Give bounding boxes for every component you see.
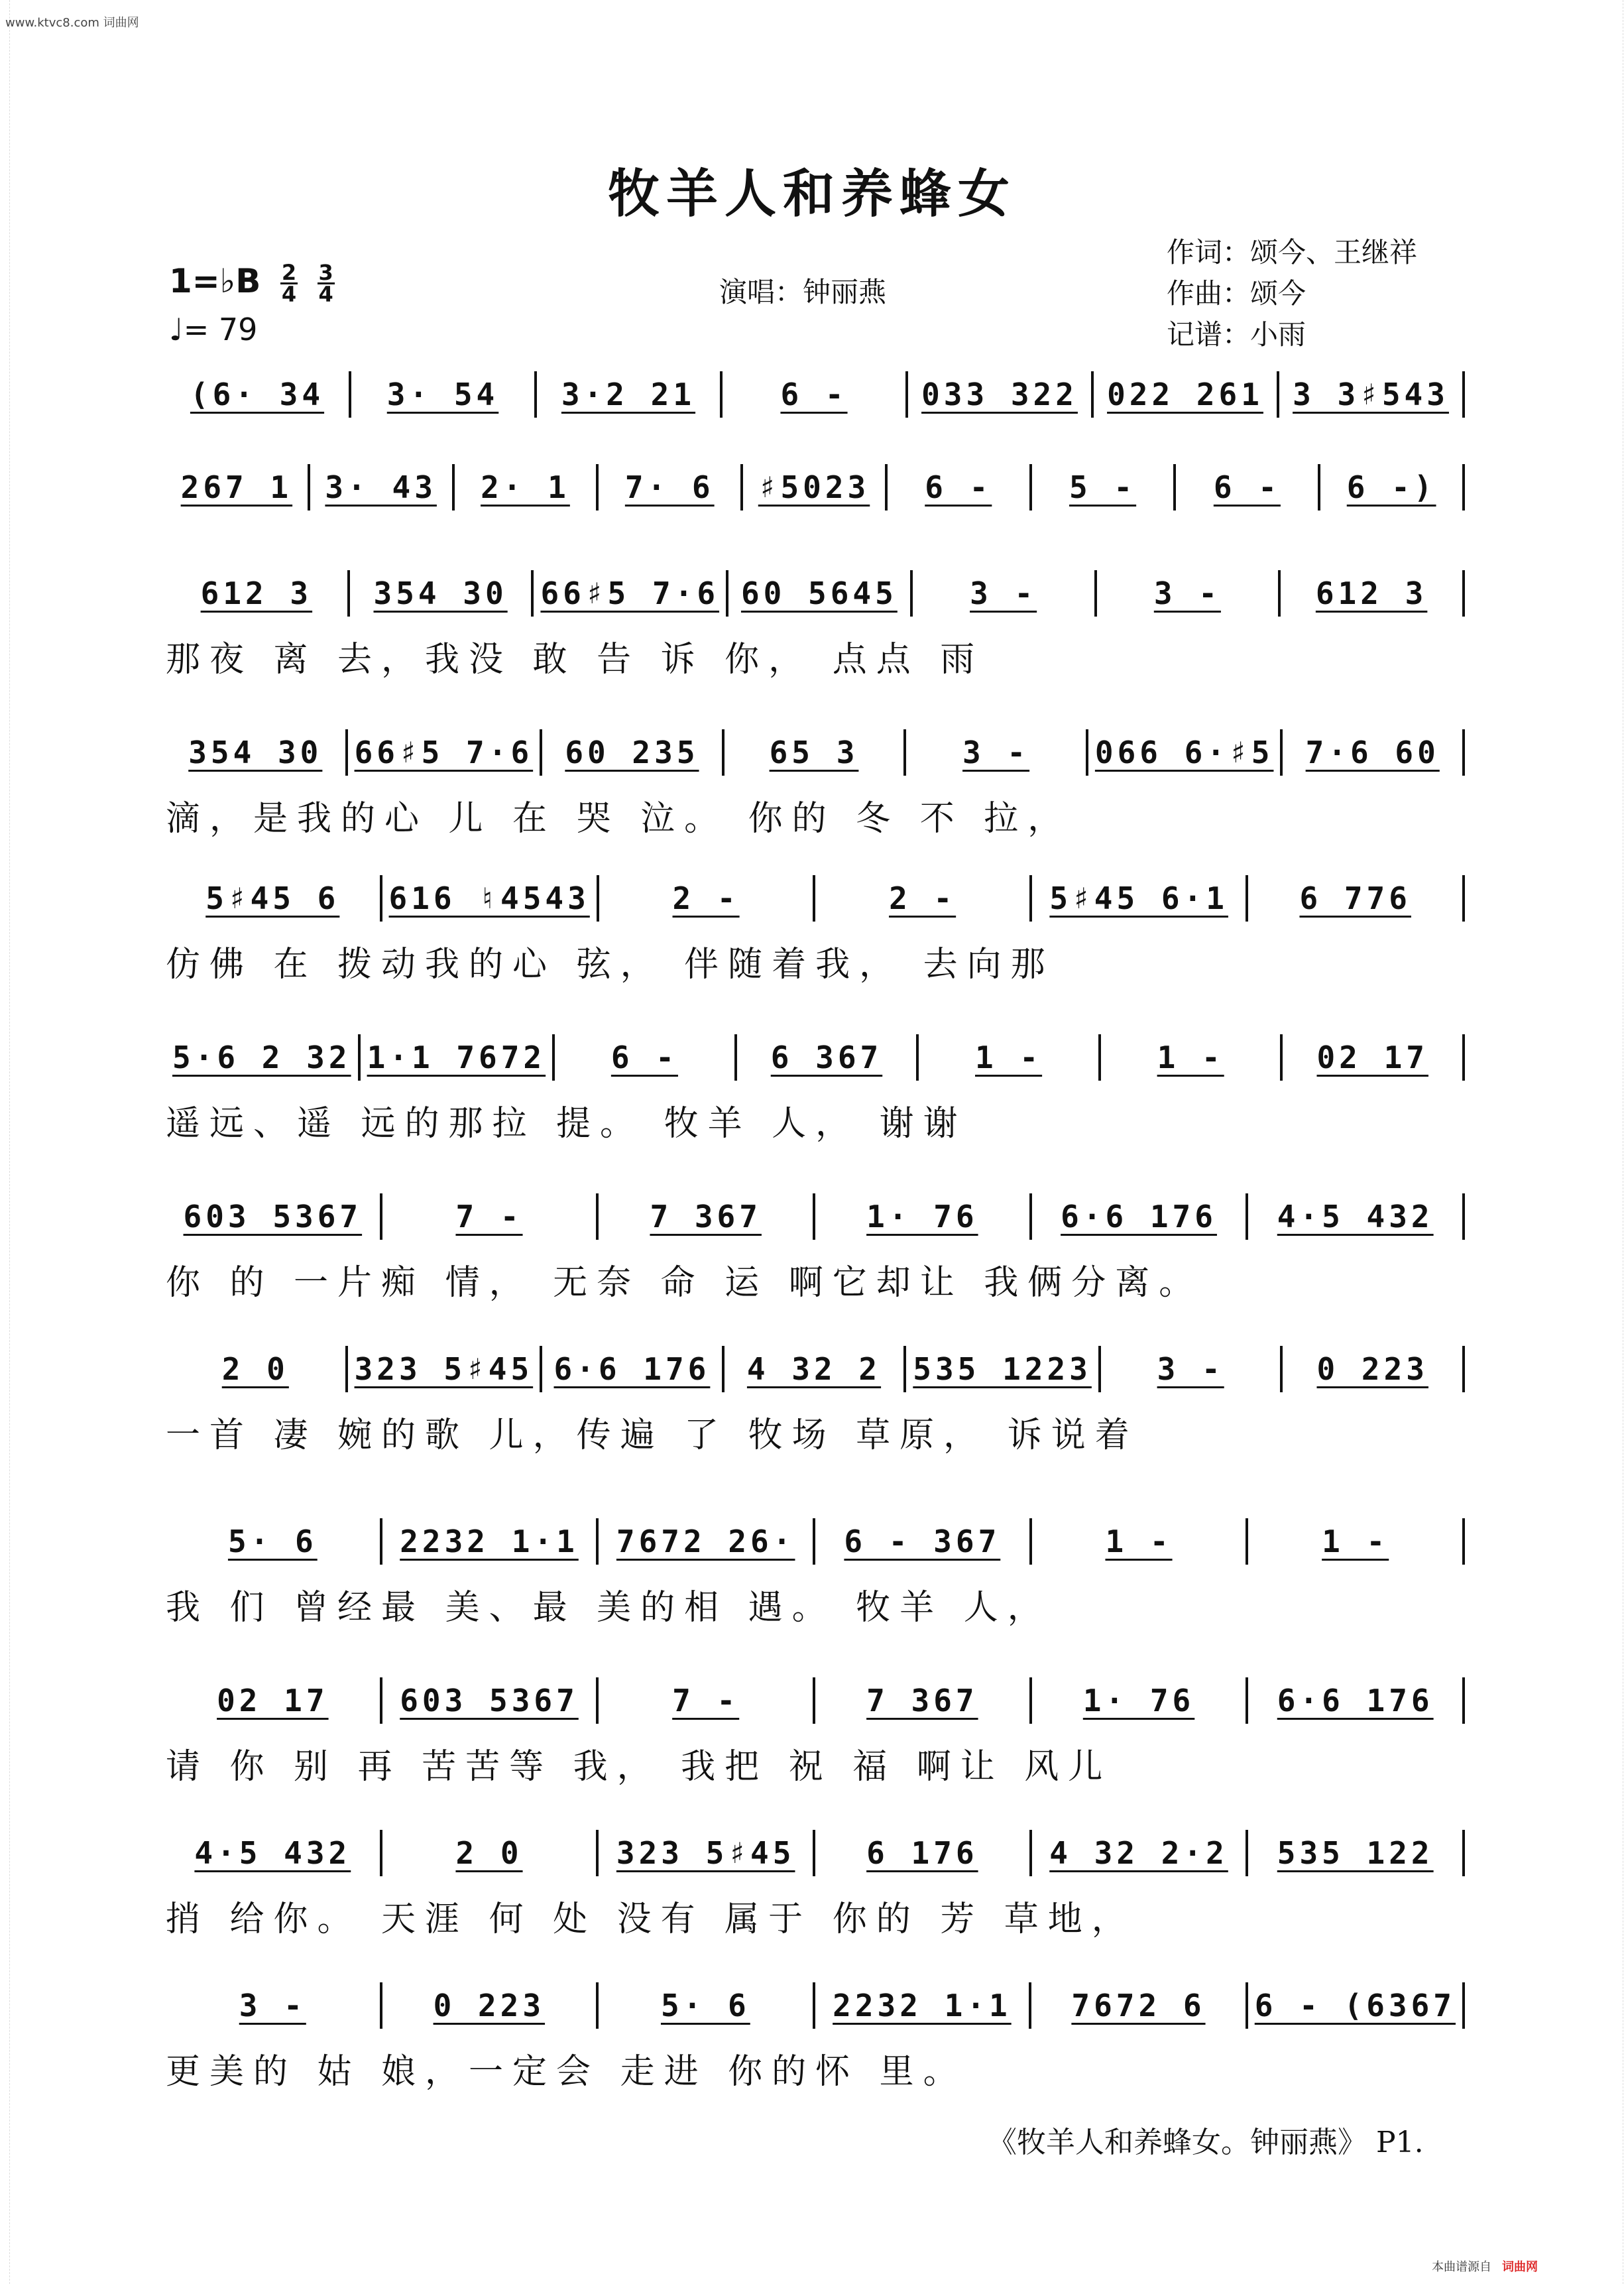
notation-line: [166, 729, 1465, 776]
measure-notes: 3 3♯543: [1293, 377, 1449, 412]
score-row: [166, 1034, 1465, 1142]
measure: [815, 1677, 1032, 1724]
measure: [1248, 1193, 1465, 1240]
measure: [599, 1193, 815, 1240]
measure: [537, 371, 723, 418]
measure: [743, 464, 888, 511]
lyric-line: [166, 525, 1465, 571]
measure: [1032, 1518, 1249, 1565]
site-watermark: www.ktvc8.com 词曲网: [5, 16, 139, 30]
measure-notes: 6·6 176: [1277, 1683, 1434, 1718]
measure: [1248, 1982, 1465, 2029]
score-row: [166, 1193, 1465, 1301]
measure-notes: (6· 34: [190, 377, 325, 412]
measure: [1032, 1830, 1249, 1876]
score-row: [166, 371, 1465, 479]
measure: [919, 1034, 1101, 1081]
measure: [382, 875, 599, 922]
measure-notes: 60 235: [565, 735, 699, 770]
measure-notes: 6 -: [610, 1040, 678, 1075]
measure-notes: 354 30: [188, 735, 323, 770]
measure: [599, 1982, 815, 2029]
measure-notes: 4 32 2: [746, 1351, 882, 1387]
measure: [166, 1034, 361, 1081]
measure-notes: 3 -: [970, 575, 1037, 611]
measure-notes: 7 367: [866, 1683, 978, 1718]
measure: [723, 371, 908, 418]
measure: [542, 1346, 725, 1392]
notation-line: [166, 1346, 1465, 1392]
measure: [815, 1982, 1032, 2029]
notation-line: [166, 1193, 1465, 1240]
measure: [361, 1034, 555, 1081]
measure: [913, 570, 1097, 617]
lyric-line: 我 们 曾经最 美、最 美的相 遇。 牧羊 人，: [166, 1588, 1051, 1628]
measure-notes: 6 -: [925, 469, 992, 505]
measure-notes: 6 -: [1213, 469, 1281, 505]
measure-notes: 3· 43: [325, 469, 437, 505]
measure: [166, 1677, 382, 1724]
brand-mark: 本曲谱源自 词曲网: [1432, 2260, 1538, 2274]
measure-notes: 6 -: [780, 377, 848, 412]
measure-notes: 2 0: [221, 1351, 289, 1387]
measure-notes: 66♯5 7·6: [354, 735, 534, 770]
measure-notes: 3· 54: [386, 377, 499, 412]
measure: [1320, 464, 1465, 511]
measure-notes: 0 223: [1316, 1351, 1428, 1387]
measure-notes: 022 261: [1107, 377, 1263, 412]
measure: [1031, 1982, 1248, 2029]
notation-line: [166, 570, 1465, 617]
measure-notes: 066 6·♯5: [1094, 735, 1274, 770]
measure-notes: 3 -: [1157, 1351, 1224, 1387]
measure: [1283, 1346, 1465, 1392]
measure-notes: 535 122: [1277, 1835, 1434, 1871]
measure-notes: 033 322: [921, 377, 1078, 412]
measure-notes: 7 -: [455, 1199, 523, 1234]
measure: [382, 1677, 599, 1724]
measure-notes: 354 30: [373, 575, 508, 611]
measure-notes: 02 17: [217, 1683, 329, 1718]
key-label: 1=♭B: [169, 262, 261, 300]
key-signature: [169, 260, 335, 307]
measure: [166, 464, 310, 511]
measure-notes: 2 -: [889, 880, 957, 916]
measure: [1101, 1346, 1283, 1392]
measure-notes: 2 0: [455, 1835, 523, 1871]
measure-notes: 3 -: [239, 1988, 306, 2023]
measure: [382, 1518, 599, 1565]
lyric-line: 更美的 姑 娘，一定会 走进 你的怀 里。: [166, 2052, 967, 2092]
measure: [1176, 464, 1320, 511]
measure: [599, 875, 816, 922]
measure-notes: 5·6 2 32: [172, 1040, 351, 1075]
measure: [1097, 570, 1281, 617]
page-caption: 《牧羊人和养蜂女。钟丽燕》 P1.: [988, 2126, 1424, 2159]
lyric-line: 一首 凄 婉的歌 儿，传遍 了 牧场 草原， 诉说着: [166, 1415, 1139, 1455]
measure: [1032, 1677, 1249, 1724]
measure: [1094, 371, 1279, 418]
measure: [1101, 1034, 1283, 1081]
measure: [599, 1677, 815, 1724]
measure-notes: 1 -: [975, 1040, 1043, 1075]
measure: [382, 1830, 599, 1876]
notation-line: [166, 1034, 1465, 1081]
measure: [888, 464, 1032, 511]
measure-notes: 1 -: [1157, 1040, 1224, 1075]
measure-notes: 02 17: [1316, 1040, 1428, 1075]
singer-credit: 演唱：钟丽燕: [719, 276, 887, 308]
measure: [1283, 1034, 1465, 1081]
measure-notes: 1· 76: [1082, 1683, 1195, 1718]
measure-notes: 5 -: [1069, 469, 1137, 505]
measure: [815, 1193, 1032, 1240]
tempo-marking: ♩= 79: [169, 312, 258, 347]
measure: [1279, 371, 1465, 418]
score-row: [166, 1982, 1465, 2090]
score-row: [166, 729, 1465, 837]
measure: [166, 1193, 382, 1240]
lyric-line: 遥远、遥 远的那拉 提。 牧羊 人， 谢谢: [166, 1104, 967, 1144]
notation-line: [166, 875, 1465, 922]
measure: [1248, 1677, 1465, 1724]
right-margin: [1613, 0, 1623, 2284]
measure: [166, 1518, 382, 1565]
measure-notes: 2 -: [672, 880, 740, 916]
measure: [1032, 1193, 1249, 1240]
measure: [1248, 875, 1465, 922]
score-row: [166, 1677, 1465, 1785]
measure: [534, 570, 728, 617]
measure-notes: 7 367: [650, 1199, 762, 1234]
time-signature-1: $\frac{2}{4}$: [281, 260, 297, 307]
measure: [599, 1830, 815, 1876]
measure-notes: 5· 6: [227, 1524, 318, 1559]
measure: [166, 570, 350, 617]
measure: [351, 371, 537, 418]
score-row: [166, 570, 1465, 678]
measure-notes: 3 -: [1153, 575, 1221, 611]
measure: [1088, 729, 1283, 776]
measure-notes: 1 -: [1105, 1524, 1173, 1559]
measure-notes: 5· 6: [660, 1988, 750, 2023]
measure: [382, 1982, 599, 2029]
song-title: 牧羊人和养蜂女: [607, 164, 1016, 224]
measure-notes: 6 176: [866, 1835, 978, 1871]
measure: [1248, 1518, 1465, 1565]
measure: [737, 1034, 919, 1081]
measure-notes: 0 223: [433, 1988, 546, 2023]
score-row: [166, 1346, 1465, 1453]
measure: [908, 371, 1094, 418]
measure-notes: 3·2 21: [561, 377, 696, 412]
measure: [815, 1830, 1032, 1876]
measure-notes: 4 32 2·2: [1049, 1835, 1228, 1871]
notation-line: [166, 1982, 1465, 2029]
lyric-line: 捎 给你。 天涯 何 处 没有 属于 你的 芳 草地，: [166, 1899, 1135, 1939]
measure: [348, 729, 543, 776]
credits-block: [1167, 232, 1417, 355]
measure: [166, 371, 351, 418]
notation-line: [166, 1518, 1465, 1565]
measure: [1032, 875, 1249, 922]
notation-line: [166, 1677, 1465, 1724]
measure: [455, 464, 599, 511]
measure-notes: 7· 6: [624, 469, 715, 505]
measure: [725, 729, 907, 776]
lyric-line: 你 的 一片痴 情， 无奈 命 运 啊它却让 我俩分离。: [166, 1263, 1203, 1303]
measure-notes: 2232 1·1: [833, 1988, 1012, 2023]
score-row: [166, 1518, 1465, 1626]
score-row: [166, 464, 1465, 571]
notation-line: [166, 464, 1465, 511]
measure-notes: 65 3: [769, 735, 859, 770]
measure: [382, 1193, 599, 1240]
measure-notes: 6 - 367: [844, 1524, 1001, 1559]
measure-notes: 2232 1·1: [400, 1524, 579, 1559]
measure-notes: 5♯45 6·1: [1049, 880, 1228, 916]
measure-notes: 1 -: [1322, 1524, 1389, 1559]
measure: [166, 1346, 348, 1392]
measure: [166, 1982, 382, 2029]
measure-notes: 6·6 176: [553, 1351, 711, 1387]
measure-notes: 323 5♯45: [616, 1835, 795, 1871]
lyricist-credit: 作词：颂今、王继祥: [1167, 236, 1418, 269]
lyric-line: 滴，是我的心 儿 在 哭 泣。 你的 冬 不 拉，: [166, 799, 1072, 839]
measure: [599, 464, 743, 511]
notation-line: [166, 1830, 1465, 1876]
measure: [815, 875, 1032, 922]
measure-notes: 7672 26·: [616, 1524, 795, 1559]
measure: [310, 464, 455, 511]
measure: [1248, 1830, 1465, 1876]
lyric-line: 那夜 离 去，我没 敢 告 诉 你， 点点 雨: [166, 640, 984, 680]
measure: [725, 1346, 907, 1392]
measure-notes: 66♯5 7·6: [540, 575, 720, 611]
measure-notes: 7 -: [672, 1683, 740, 1718]
measure: [542, 729, 725, 776]
measure-notes: 267 1: [180, 469, 293, 505]
measure-notes: 7672 6: [1071, 1988, 1206, 2023]
lyric-line: 仿佛 在 拨动我的心 弦， 伴随着我， 去向那: [166, 945, 1055, 985]
measure: [1032, 464, 1177, 511]
measure-notes: 323 5♯45: [354, 1351, 534, 1387]
measure: [728, 570, 913, 617]
score-row: [166, 1830, 1465, 1937]
measure-notes: 612 3: [1315, 575, 1428, 611]
measure-notes: 3 -: [962, 735, 1030, 770]
measure-notes: 7·6 60: [1305, 735, 1440, 770]
measure-notes: 6 776: [1299, 880, 1411, 916]
measure: [350, 570, 534, 617]
measure-notes: 60 5645: [740, 575, 898, 611]
measure-notes: 6 367: [770, 1040, 883, 1075]
measure-notes: 2· 1: [481, 469, 570, 505]
measure: [815, 1518, 1032, 1565]
measure-notes: 1· 76: [866, 1199, 978, 1234]
measure: [906, 729, 1088, 776]
measure: [166, 729, 348, 776]
measure-notes: 4·5 432: [194, 1835, 351, 1871]
measure-notes: 603 5367: [183, 1199, 363, 1234]
notation-line: [166, 371, 1465, 418]
measure: [599, 1518, 815, 1565]
score-row: [166, 875, 1465, 983]
measure-notes: 5♯45 6: [205, 880, 340, 916]
measure-notes: 6·6 176: [1061, 1199, 1217, 1234]
measure: [1283, 729, 1465, 776]
measure-notes: 6 - (6367: [1254, 1988, 1456, 2023]
lyric-line: 请 你 别 再 苦苦等 我， 我把 祝 福 啊让 风儿: [166, 1747, 1112, 1787]
measure-notes: 4·5 432: [1277, 1199, 1434, 1234]
measure-notes: 612 3: [200, 575, 313, 611]
composer-credit: 作曲：颂今: [1167, 277, 1306, 310]
measure-notes: 535 1223: [913, 1351, 1092, 1387]
measure: [555, 1034, 737, 1081]
measure: [166, 1830, 382, 1876]
left-margin: [0, 0, 10, 2284]
measure-notes: 616 ♮4543: [388, 880, 590, 916]
measure: [1281, 570, 1465, 617]
measure: [906, 1346, 1101, 1392]
measure-notes: 1·1 7672: [367, 1040, 546, 1075]
time-signature-2: $\frac{3}{4}$: [318, 260, 333, 307]
measure-notes: 6 -): [1346, 469, 1436, 505]
measure-notes: 603 5367: [400, 1683, 579, 1718]
measure: [348, 1346, 543, 1392]
measure: [166, 875, 382, 922]
transcriber-credit: 记谱：小雨: [1167, 318, 1306, 351]
measure-notes: ♯5023: [758, 469, 870, 505]
